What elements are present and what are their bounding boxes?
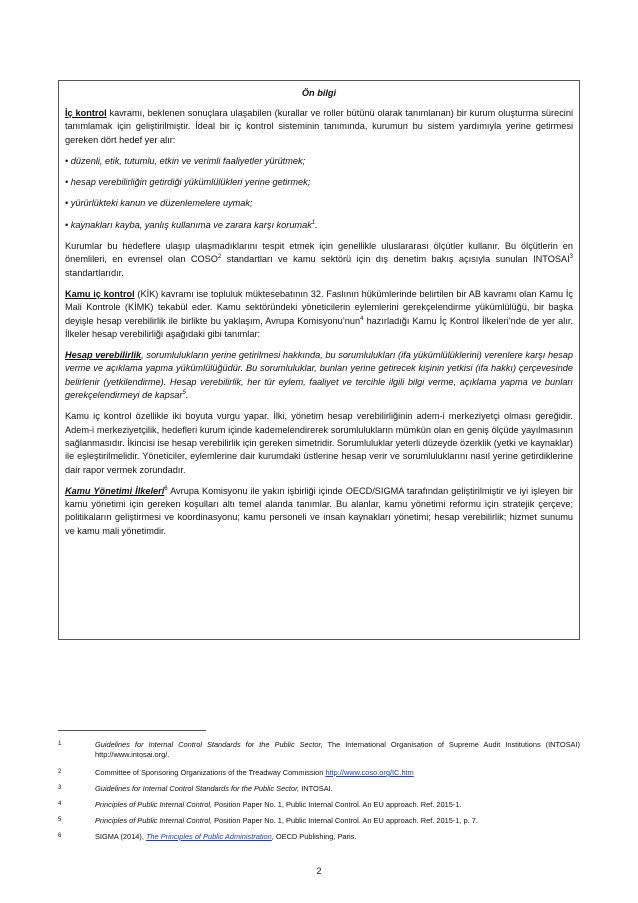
paragraph-principles (65, 485, 573, 538)
footnote-number: 6 (58, 833, 62, 839)
paragraph-text: , sorumlulukların yerine getirilmesi hakkında, bu sorumlulukları (ifa yükümlülüklerini) verenlere karşı hesap verme ve açıklama yapma yükümlülüğüdür. Bu sorumluluklar, bunları yerine getirecek kişinin yetkisi (ifa hakkı) çerçevesinde belirlenir (yetkilendirme). Hesap verebilirlik, her tür eylem, faaliyet ve tercihle ilgili bilgi verme, açıklama yapma ve bunları gerekçelendirmeyi de kapsar (65, 350, 573, 401)
footnote-body: SIGMA (2014), (95, 832, 146, 841)
footnote-separator (58, 730, 206, 731)
sigma-principles-link[interactable]: The Principles of Public Administration (145, 832, 272, 841)
paragraph-text: hazırladığı Kamu İç Kontrol İlkeleri’nde de yer alır. İlkeler hesap verebilirliği aşağıdaki gibi tanımlar: (65, 315, 573, 339)
footnote-body: Committee of Sponsoring Organizations of the Treadway Commission (95, 768, 326, 777)
footnote-end: , OECD Publishing, Paris. (271, 832, 357, 841)
footnote-text (95, 768, 580, 778)
paragraph-two-dimensions: Kamu iç kontrol özellikle iki boyuta vurgu yapar. İlki, yönetim hesap verebilirliğinin adem-i merkeziyetçi olması gereğidir. Adem-i merkeziyetçilik, hedefleri kurum içinde kademelendirerek sorumlulukların mümkün olan en geniş ölçüde yayılmasının sağlanmasıdır. İkincisi ise hesap verebilirlik için gereken simetridir. Sorumluluklar yeterli düzeyde özerklik (yetki ve kaynaklar) ile eşleştirilmelidir. Yöneticiler, eylemlerine dair kurumdaki üstlerine hesap verir ve sorumluluklarını nasıl yerine getirdiklerine dair rapor vermek zorundadır. (65, 411, 573, 475)
paragraph-standards (65, 240, 573, 280)
footnote-number: 4 (58, 801, 62, 807)
footnote-text (95, 784, 580, 794)
coso-link[interactable]: http://www.coso.org/IC.htm (325, 768, 414, 777)
footnote-ref: 2 (217, 254, 222, 261)
term-accountability: Hesap verebilirlik (65, 350, 142, 361)
footnote-number: 2 (58, 769, 62, 775)
footnote-italic: Guidelines for Internal Control Standards for the Public Sector, (95, 784, 300, 793)
page-number: 2 (316, 866, 322, 876)
footnote-ref: 1 (311, 219, 316, 226)
footnote-ref: 4 (360, 315, 364, 322)
footnote-number: 1 (58, 741, 62, 747)
footnote-text (95, 816, 580, 826)
footnote-italic: Principles of Public Internal Control, (95, 816, 213, 825)
bullet-end: . (315, 219, 318, 230)
footnote-text (95, 832, 580, 842)
paragraph-text: kavramı, beklenen sonuçlara ulaşabilen (kurallar ve roller bütünü olarak tanımlanan) bir kurum oluşturma sürecini tanımlamak için geliştirilmiştir. İdeal bir iç kontrol sisteminin tanımında, kurumun bu sistem yardımıyla yerine getirmesi gereken dört hedef yer alır: (65, 108, 573, 145)
footnote-text (95, 800, 580, 810)
box-title: Ön bilgi (301, 88, 337, 98)
term-public-internal-control: Kamu iç kontrol (65, 288, 135, 299)
footnote-italic: Guidelines for Internal Control Standards for the Public Sector, (95, 740, 323, 749)
footnote-body: INTOSAI. (299, 784, 333, 793)
footnote-ref: 3 (569, 254, 573, 261)
footnote-ref: 6 (164, 485, 168, 492)
bullet-item: • yürürlükteki kanun ve düzenlemelere uymak; (65, 198, 253, 209)
info-box (58, 80, 580, 640)
footnote-text (95, 740, 580, 761)
paragraph-end: . (185, 390, 189, 401)
footnote-body: Position Paper No. 1, Public Internal Control. An EU approach. Ref. 2015-1. (212, 800, 462, 809)
footnote-number: 5 (58, 817, 62, 823)
footnote-body: Position Paper No. 1, Public Internal Control. An EU approach. Ref. 2015-1, p. 7. (212, 816, 478, 825)
footnote-body: The International Organisation of Supreme Audit Institutions (INTOSAI) http://www.intosai.org/. (95, 740, 580, 760)
footnote-number: 3 (58, 785, 62, 791)
paragraph-text: (KİK) kavramı ise topluluk müktesebatının 32. Faslının hükümlerinde belirtilen bir AB kavramı olan Kamu İç Mali Kontrole (KİMK) tekabül eder. Kamu sektöründeki yöneticilerin eylemlerini gerekçelendirme yükümlülüğü, bir başka deyişle hesap verebilirlik ile birlikte bu yaklaşım, Avrupa Komisyonu’nun (65, 288, 573, 326)
footnote-italic: Principles of Public Internal Control, (95, 800, 213, 809)
footnote-ref: 5 (182, 389, 186, 396)
paragraph-text: Kurumlar bu hedeflere ulaşıp ulaşmadıklarını tespit etmek için genellikle uluslararası ölçütler kullanır. Bu ölçütlerin en önemlileri, en evrensel olan COSO (65, 241, 573, 265)
bullet-item (65, 219, 573, 232)
term-principles: Kamu Yönetimi İlkeleri (65, 485, 165, 496)
paragraph-internal-control (65, 107, 573, 147)
paragraph-accountability (65, 349, 573, 402)
paragraph-text: Avrupa Komisyonu ile yakın işbirliği içinde OECD/SIGMA tarafından geliştirilmiştir ve iyi işleyen bir kamu yönetimi için gereken koşulları altı temel alanda tanımlar. Bu alanlar, kamu yönetimi reformu için stratejik çerçeve; politikaların geliştirmesi ve koordinasyonu; kamu personeli ve insan kaynakları yönetimi; hesap verebilirlik; hizmet sunumu ve kamu mali yönetimdir. (65, 485, 573, 536)
bullet-text: • kaynakları kayba, yanlış kullanıma ve zarara karşı korumak (65, 219, 312, 230)
bullet-item: • düzenli, etik, tutumlu, etkin ve verimli faaliyetler yürütmek; (65, 155, 306, 166)
term-internal-control: İç kontrol (65, 108, 107, 118)
bullet-item: • hesap verebilirliğin getirdiği yükümlülükleri yerine getirmek; (65, 177, 311, 188)
paragraph-text: standartlarıdır. (65, 267, 124, 278)
paragraph-text: standartları ve kamu sektörü için dış denetim bakış açısıyla sunulan INTOSAI (221, 254, 570, 265)
paragraph-public-internal-control (65, 288, 573, 341)
